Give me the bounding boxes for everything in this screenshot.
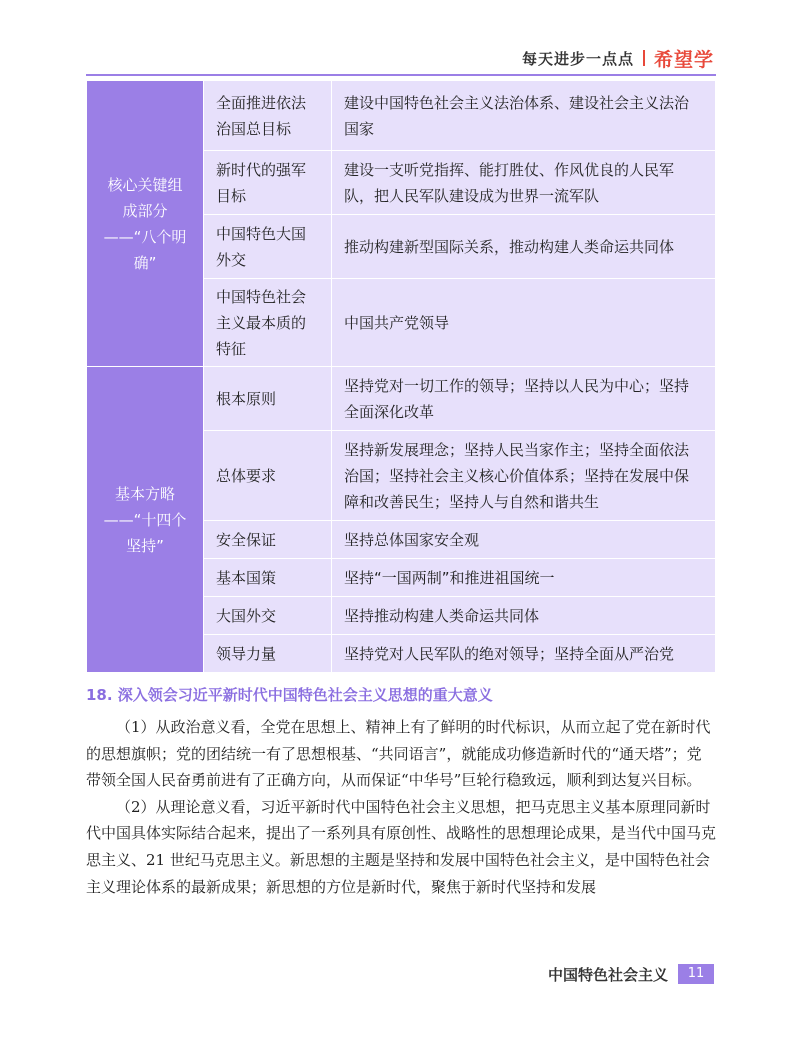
item-cell: 全面推进依法治国总目标 (204, 81, 332, 151)
content-cell: 推动构建新型国际关系，推动构建人类命运共同体 (332, 215, 716, 279)
summary-table (86, 80, 716, 673)
item-cell: 中国特色大国外交 (204, 215, 332, 279)
content-cell: 中国共产党领导 (332, 279, 716, 367)
header-separator (643, 50, 645, 66)
category-cell: 核心关键组成部分——“八个明确” (87, 81, 204, 367)
item-cell: 领导力量 (204, 635, 332, 673)
content-cell: 坚持党对一切工作的领导；坚持以人民为中心；坚持全面深化改革 (332, 367, 716, 431)
content-cell: 建设中国特色社会主义法治体系、建设社会主义法治国家 (332, 81, 716, 151)
table-row (87, 367, 716, 431)
content-cell: 建设一支听党指挥、能打胜仗、作风优良的人民军队，把人民军队建设成为世界一流军队 (332, 151, 716, 215)
content-cell: 坚持总体国家安全观 (332, 521, 716, 559)
item-cell: 总体要求 (204, 431, 332, 521)
page-header (522, 46, 714, 70)
category-cell: 基本方略——“十四个坚持” (87, 367, 204, 673)
content-cell: 坚持“一国两制”和推进祖国统一 (332, 559, 716, 597)
item-cell: 基本国策 (204, 559, 332, 597)
page-footer (548, 964, 714, 984)
item-cell: 根本原则 (204, 367, 332, 431)
content-cell: 坚持推动构建人类命运共同体 (332, 597, 716, 635)
header-slogan: 每天进步一点点 (521, 49, 634, 68)
header-rule (86, 74, 716, 76)
section-body (86, 714, 716, 900)
item-cell: 大国外交 (204, 597, 332, 635)
section-title: 18. 深入领会习近平新时代中国特色社会主义思想的重大意义 (86, 686, 493, 704)
paragraph: （1）从政治意义看，全党在思想上、精神上有了鲜明的时代标识，从而立起了党在新时代的思想旗帜；党的团结统一有了思想根基、“共同语言”，就能成功修造新时代的“通天塔”；党带领全国人民奋勇前进有了正确方向，从而保证“中华号”巨轮行稳致远，顺利到达复兴目标。 (86, 718, 711, 790)
content-cell: 坚持新发展理念；坚持人民当家作主；坚持全面依法治国；坚持社会主义核心价值体系；坚持在发展中保障和改善民生；坚持人与自然和谐共生 (332, 431, 716, 521)
item-cell: 新时代的强军目标 (204, 151, 332, 215)
item-cell: 中国特色社会主义最本质的特征 (204, 279, 332, 367)
brand-logo: 希望学 (653, 48, 714, 71)
page-number: 11 (678, 964, 714, 984)
content-cell: 坚持党对人民军队的绝对领导；坚持全面从严治党 (332, 635, 716, 673)
footer-title: 中国特色社会主义 (547, 965, 668, 984)
paragraph: （2）从理论意义看，习近平新时代中国特色社会主义思想，把马克思主义基本原理同新时代中国具体实际结合起来，提出了一系列具有原创性、战略性的思想理论成果，是当代中国马克思主义、21 世纪马克思主义。新思想的主题是坚持和发展中国特色社会主义，是中国特色社会主义理论体系的最新成果；新思想的方位是新时代，聚焦于新时代坚持和发展 (86, 797, 717, 896)
item-cell: 安全保证 (204, 521, 332, 559)
table-row (87, 81, 716, 151)
